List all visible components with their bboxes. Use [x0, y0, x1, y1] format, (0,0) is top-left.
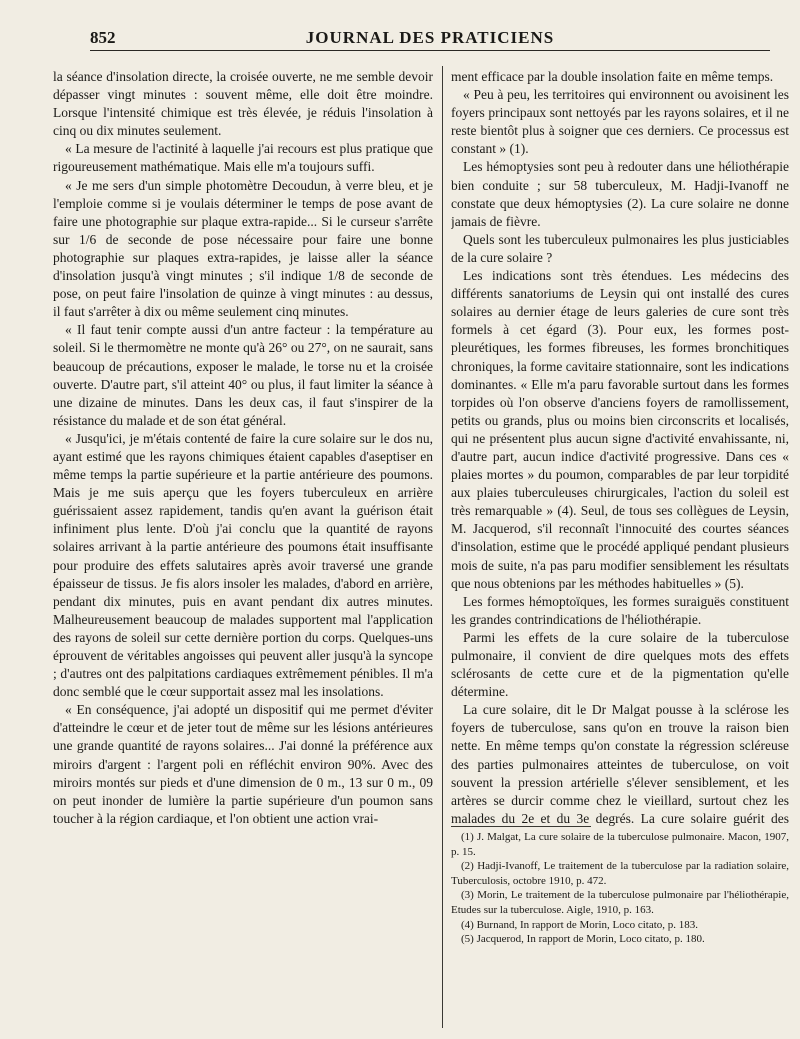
paragraph: « Jusqu'ici, je m'étais contenté de faire la cure solaire sur le dos nu, ayant estimé que les rayons chimiques étaient capables d'aseptiser en même temps la partie supérieure et la partie antérieure des poumons. Mais je me suis aperçu que les foyers tuberculeux en arrière guérissaient assez rapidement, tandis qu'en avant la guérison était infiniment plus lente. D'où j'ai conclu que la quantité de rayons solaires arrivant à la partie antérieure des poumons était insuffisante pour produire des effets salutaires après avoir traversé une grande épaisseur de tissus. Je fis alors insoler les malades, d'abord en arrière, pendant dix minutes, puis en avant pendant dix autres minutes. Malheureusement beaucoup de malades supportent mal l'application des rayons de soleil sur cette dernière portion du corps. Quelques-uns éprouvent de véritables angoisses qui peuvent aller jusqu'à la syncope ; d'autres ont des palpitations cardiaques extrêmement pénibles. Il m'a donc semblé que le cœur supportait assez mal les insolations. — [53, 430, 433, 700]
paragraph: « Je me sers d'un simple photomètre Decoudun, à verre bleu, et je l'emploie comme si je voulais déterminer le temps de pose avant de faire une photographie sur plaque extra-rapide... Si le curseur s'arrête sur 1/6 de seconde de pose nécessaire pour faire une bonne photographie sur plaques extra-rapides, je laisse aller la séance d'insolation jusqu'à vingt minutes ; s'il indique 1/8 de seconde de pose, on peut faire l'insolation de quinze à vingt minutes : au dessus, il faut s'arrêter à dix ou même seulement cinq minutes. — [53, 177, 433, 320]
paragraph: « La mesure de l'actinité à laquelle j'ai recours est plus pratique que rigoureusement mathématique. Mais elle m'a toujours suffi. — [53, 141, 433, 175]
paragraph: ment efficace par la double insolation faite en même temps. — [451, 69, 774, 84]
footnote: (3) Morin, Le traitement de la tuberculose pulmonaire par l'héliothérapie, Etudes sur la tuberculose. Aigle, 1910, p. 163. — [451, 889, 789, 916]
paragraph: « Peu à peu, les territoires qui environnent ou avoisinent les foyers principaux sont nettoyés par les rayons solaires, et il ne reste bientôt plus à soigner que ces derniers. Ce processus est constant » (1). — [451, 87, 789, 157]
paragraph: Les indications sont très étendues. Les médecins des différents sanatoriums de Leysin qui ont installé des cures solaires au dernier étage de leurs galeries de cure sont très formels à cet égard (3). Pour eux, les formes post-pleurétiques, les formes fibreuses, les formes bronchitiques chroniques, la forme cavitaire stationnaire, sont les indications dominantes. « Elle m'a paru favorable surtout dans les formes torpides où l'on observe d'anciens foyers de ramollissement, petits ou grands, plus ou moins bien circonscrits et localisés, qui ne présentent plus aucun signe d'activité envahissante, ni, d'autre part, aucun indice d'activité progressive. Dans ces « plaies mortes » du poumon, comparables de par leur torpidité aux plaies tuberculeuses chirurgicales, l'action du soleil est très remarquable » (4). Seul, de tous ses collègues de Leysin, M. Jacquerod, s'il reconnaît l'innocuité des courtes séances d'insolation, estime que le procédé appliqué pendant plusieurs mois de suite, n'a pas paru modifier sensiblement les résultats que nous obtenions par les méthodes habituelles » (5). — [451, 268, 789, 591]
page-header — [90, 26, 770, 52]
paragraph: Parmi les effets de la cure solaire de la tuberculose pulmonaire, il convient de dire quelques mots des effets sclérosants de cette cure et de la pigmentation qu'elle détermine. — [451, 629, 789, 700]
footnote: (5) Jacquerod, In rapport de Morin, Loco citato, p. 180. — [461, 933, 705, 946]
journal-title: JOURNAL DES PRATICIENS — [305, 28, 555, 47]
paragraph: « En conséquence, j'ai adopté un dispositif qui me permet d'éviter d'atteindre le cœur et de jeter tout de même sur les lésions antérieures une grande quantité de rayons solaires... J'ai donné la préférence aux miroirs d'argent : l'argent poli en réfléchit environ 90%. Avec des miroirs montés sur pieds et d'une dimension de 0 m., 13 sur 0 m., 09 on peut inonder de lumière la partie supérieure d'un poumon sans toucher à la région cardiaque, et l'on obtient une action vrai- — [53, 702, 433, 826]
paragraph: la séance d'insolation directe, la croisée ouverte, ne me semble devoir dépasser vingt minutes : souvent même, elle doit être moindre. Lorsque l'intensité chimique est très élevée, je réduis l'insolation à cinq ou dix minutes seulement. — [53, 69, 433, 139]
right-column — [451, 68, 789, 828]
footnote: (2) Hadji-Ivanoff, Le traitement de la tuberculose par la radiation solaire, Tuberculosis, octobre 1910, p. 472. — [451, 860, 789, 887]
header-rule — [90, 50, 770, 51]
footnote: (4) Burnand, In rapport de Morin, Loco citato, p. 183. — [461, 918, 699, 931]
paragraph: La cure solaire, dit le Dr Malgat pousse à la sclérose les foyers de tuberculose, sans qu'on en trouve la raison bien nette. En même temps qu'on constate la régression scléreuse des parties pulmonaires atteintes de tuberculose, on voit souvent la pression artérielle s'élever sensiblement, et les artères se durcir comme chez le vieillard, surtout chez les malades du 2e et du 3e degrés. La cure solaire guérit des — [451, 702, 789, 826]
page-number: 852 — [90, 28, 116, 47]
left-column — [53, 68, 433, 1034]
footnote: (1) J. Malgat, La cure solaire de la tuberculose pulmonaire. Macon, 1907, p. 15. — [451, 831, 789, 858]
paragraph: Quels sont les tuberculeux pulmonaires les plus justiciables de la cure solaire ? — [451, 231, 789, 265]
column-divider — [442, 66, 443, 1028]
footnotes — [451, 830, 789, 1030]
footnote-rule — [451, 826, 591, 827]
paragraph: Les formes hémoptoïques, les formes suraiguës constituent les grandes contrindications de l'héliothérapie. — [451, 593, 789, 627]
paragraph: « Il faut tenir compte aussi d'un antre facteur : la température au soleil. Si le thermomètre ne monte qu'à 26° ou 27°, on ne saurait, sans beaucoup de précautions, exposer le malade, le torse nu et la croisée ouverte. D'autre part, s'il atteint 40° ou plus, il faut limiter la séance à une dizaine de minutes. Dans les deux cas, il faut s'inspirer de la résistance du malade et de son état général. — [53, 322, 433, 428]
paragraph: Les hémoptysies sont peu à redouter dans une héliothérapie bien conduite ; sur 58 tuberculeux, M. Hadji-Ivanoff ne constate que deux hémoptysies (2). La cure solaire ne donne jamais de fièvre. — [451, 159, 789, 229]
